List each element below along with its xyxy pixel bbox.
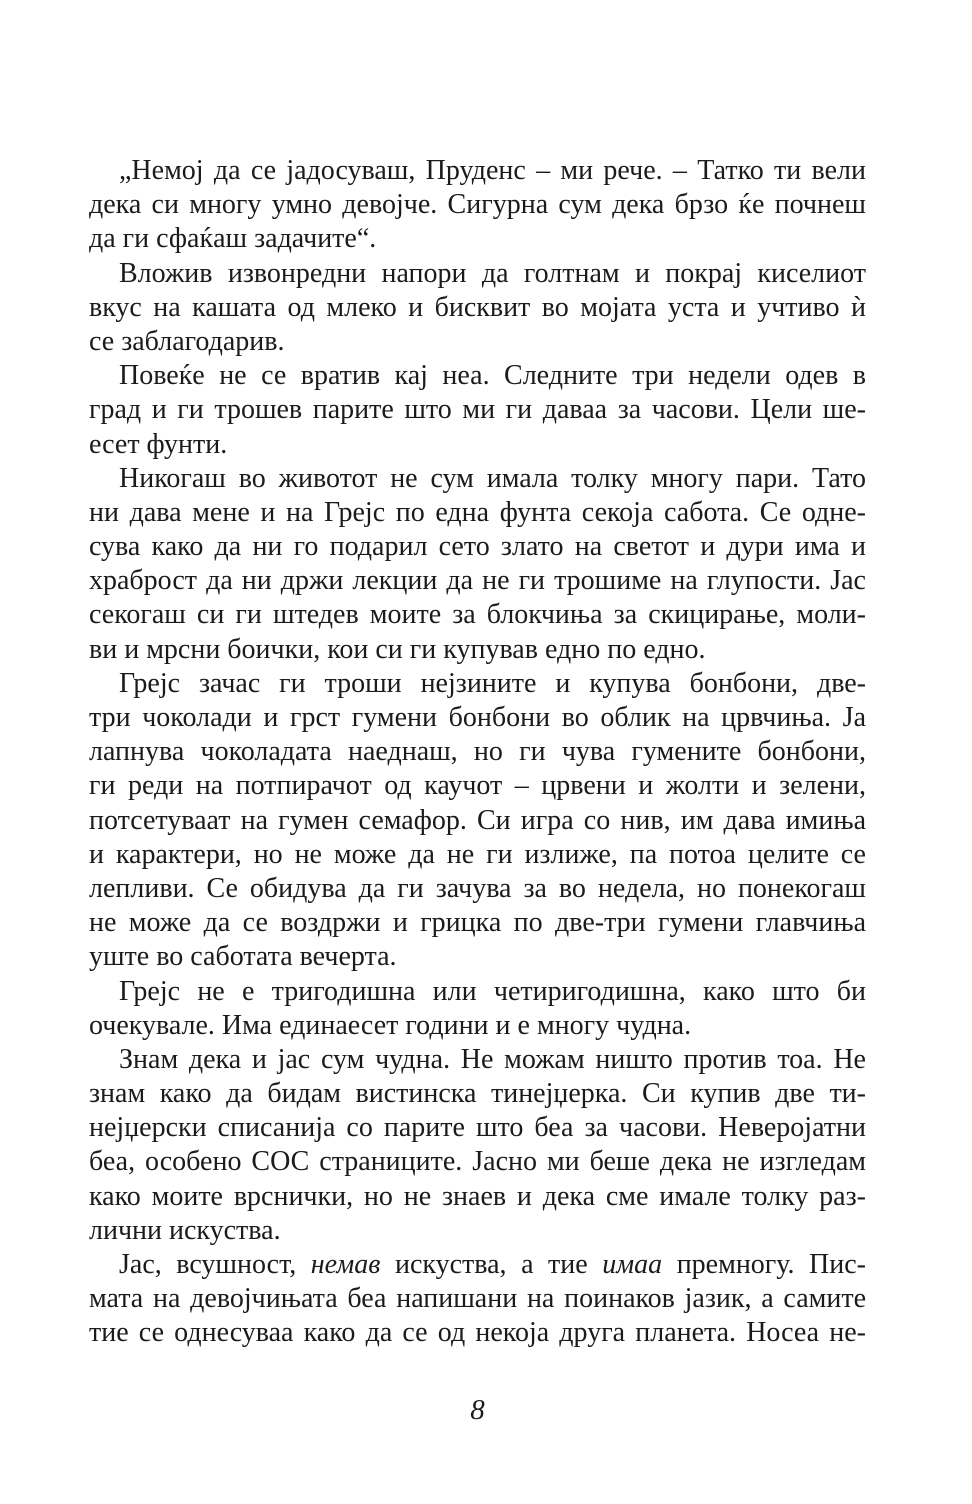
text-line: да ги сфаќаш задачите“. (89, 223, 377, 255)
text-line: Знам дека и јас сум чудна. Не можам ништо против тоа. Не (119, 1043, 866, 1075)
text-line: беа, особено СОС страниците. Јасно ми беше дека не изгледам (89, 1146, 866, 1178)
text-line: храброст да ни држи лекции да не ги трошиме на глупости. Јас (89, 565, 866, 597)
paragraph (89, 359, 866, 462)
text-line: ги реди на потпирачот од каучот – црвени и жолти и зелени, (89, 770, 866, 802)
text-line: лепливи. Се обидува да ги зачува за во недела, но понекогаш (89, 872, 866, 904)
paragraph (89, 975, 866, 1043)
italic-text: имаа (602, 1249, 663, 1280)
text-line (89, 1248, 866, 1282)
text-line: ни дава мене и на Грејс по една фунта секоја сабота. Се одне- (89, 496, 866, 528)
paragraph (89, 1043, 866, 1248)
text-line: сува како да ни го подарил сето злато на светот и дури има и (89, 531, 866, 563)
text-line: Вложив извонредни напори да голтнам и покрај киселиот (119, 257, 866, 289)
text-segment: премногу. Пис- (662, 1249, 866, 1280)
text-line: потсетуваат на гумен семафор. Си игра со нив, им дава имиња (89, 804, 866, 836)
text-line: ви и мрсни боички, кои си ги купував едно по едно. (89, 633, 706, 665)
text-segment: искуства, а тие (380, 1249, 603, 1280)
paragraph (89, 257, 866, 360)
text-line: Грејс не е тригодишна или четиригодишна, како што би (119, 975, 866, 1007)
text-line: тие се однесуваа како да се од некоја друга планета. Носеа не- (89, 1317, 866, 1349)
paragraph (89, 154, 866, 257)
text-line: три чоколади и грст гумени бонбони во облик на црвчиња. Ја (89, 702, 866, 733)
paragraph (89, 667, 866, 975)
text-line: лични искуства. (89, 1214, 281, 1246)
text-line: Никогаш во животот не сум имала толку многу пари. Тато (119, 462, 866, 494)
text-line: секогаш си ги штедев моите за блокчиња за скицирање, моли- (89, 599, 866, 631)
text-segment: Јас, всушност, (119, 1249, 311, 1280)
text-line: лапнува чоколадата наеднаш, но ги чува гумените бонбони, (89, 736, 866, 768)
paragraph (89, 1248, 866, 1351)
italic-text: немав (310, 1249, 381, 1280)
text-line: „Немој да се јадосуваш, Пруденс – ми рече. – Татко ти вели (119, 155, 866, 186)
text-line: дека си многу умно девојче. Сигурна сум дека брзо ќе почнеш (89, 189, 866, 221)
text-line: и карактери, но не може да не ги излиже, па потоа целите се (89, 838, 866, 870)
text-line: нејџерски списанија со парите што беа за часови. Неверојатни (89, 1112, 866, 1144)
text-line: како моите врснички, но не знаев и дека сме имале толку раз- (89, 1180, 866, 1212)
text-line: есет фунти. (89, 428, 228, 460)
text-line: вкус на кашата од млеко и бисквит во мојата уста и учтиво ѝ (89, 291, 866, 323)
text-line: Повеќе не се вратив кај неа. Следните три недели одев в (119, 360, 866, 392)
page-text (89, 154, 866, 1351)
text-line: град и ги трошев парите што ми ги даваа за часови. Цели ше- (89, 394, 866, 426)
text-line: не може да се воздржи и грицка по две-три гумени главчиња (89, 907, 866, 939)
text-line: мата на девојчињата беа напишани на поинаков јазик, а самите (89, 1283, 866, 1315)
text-line: уште во саботата вечерта. (89, 941, 397, 973)
text-line: знам како да бидам вистинска тинејџерка. Си купив две ти- (89, 1078, 866, 1110)
text-line: Грејс зачас ги троши нејзините и купува бонбони, две- (119, 667, 866, 699)
text-line: се заблагодарив. (89, 325, 285, 357)
page-number: 8 (470, 1394, 485, 1426)
paragraph (89, 462, 866, 667)
text-line: очекувале. Има единаесет години и е многу чудна. (89, 1009, 692, 1041)
